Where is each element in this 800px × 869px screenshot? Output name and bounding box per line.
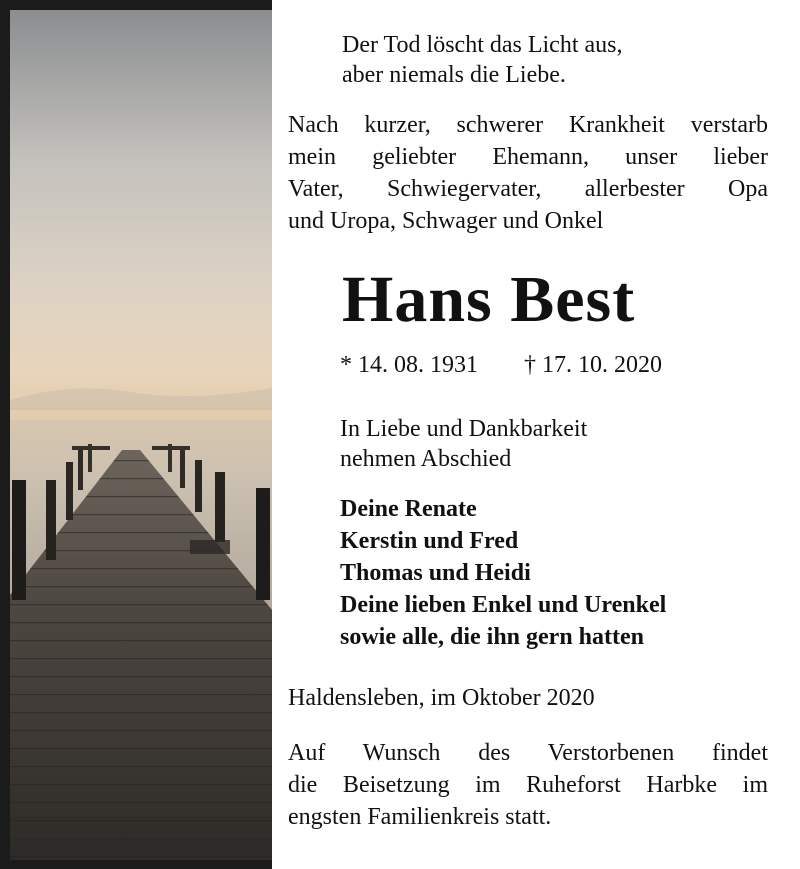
mourner-line: Deine lieben Enkel und Urenkel — [340, 592, 667, 618]
motto-line-2: aber niemals die Liebe. — [342, 62, 566, 88]
mourner-line: sowie alle, die ihn gern hatten — [340, 624, 644, 650]
burial-note-line-3: engsten Familienkreis statt. — [288, 804, 552, 830]
announcement-line-2: mein geliebter Ehemann, unser lieber — [288, 144, 768, 170]
announcement-line-3: Vater, Schwiegervater, allerbester Opa — [288, 176, 768, 202]
motto-line-1: Der Tod löscht das Licht aus, — [342, 32, 623, 58]
announcement-line-4: und Uropa, Schwager und Onkel — [288, 208, 604, 234]
death-date: † 17. 10. 2020 — [524, 352, 662, 378]
birth-date: * 14. 08. 1931 — [340, 352, 478, 378]
announcement-line-1: Nach kurzer, schwerer Krankheit verstarb — [288, 112, 768, 138]
mourner-line: Deine Renate — [340, 496, 477, 522]
mourner-line: Kerstin und Fred — [340, 528, 519, 554]
wooden-pier-sunset-image — [10, 10, 272, 860]
burial-note-line-1: Auf Wunsch des Verstorbenen findet — [288, 740, 768, 766]
farewell-line-1: In Liebe und Dankbarkeit — [340, 416, 588, 442]
farewell-line-2: nehmen Abschied — [340, 446, 512, 472]
deceased-name: Hans Best — [342, 263, 636, 336]
burial-note-line-2: die Beisetzung im Ruheforst Harbke im — [288, 772, 768, 798]
mourner-line: Thomas und Heidi — [340, 560, 531, 586]
place-date: Haldensleben, im Oktober 2020 — [288, 685, 595, 711]
